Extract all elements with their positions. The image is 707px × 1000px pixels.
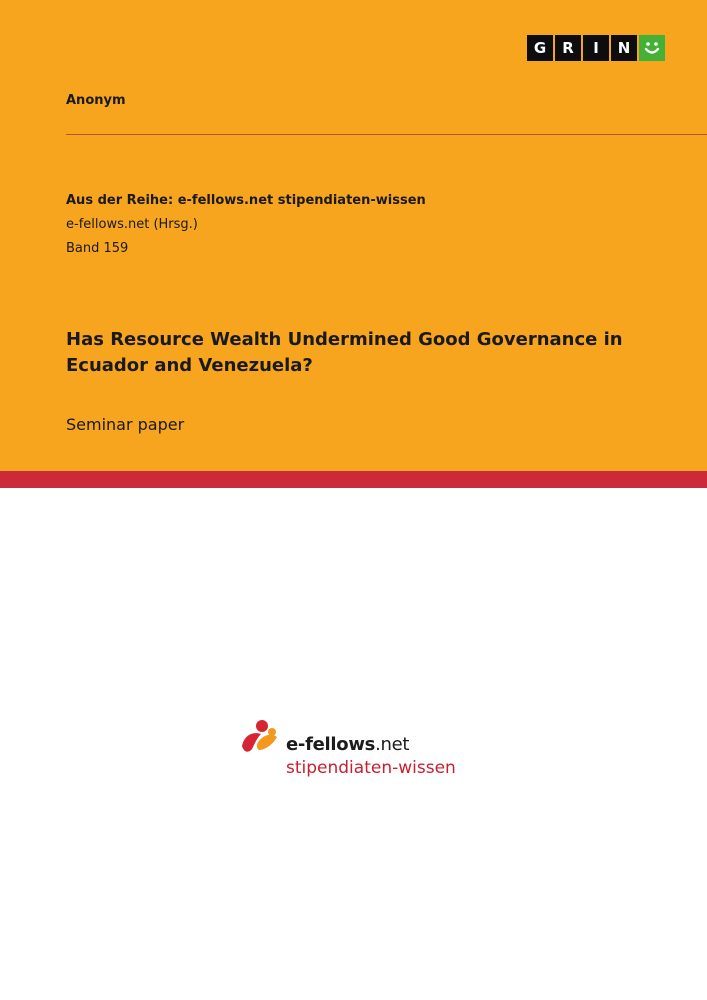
cover-top-panel <box>0 0 707 471</box>
series-volume: Band 159 <box>66 241 129 256</box>
grin-logo <box>527 35 665 61</box>
book-title: Has Resource Wealth Undermined Good Governance in Ecuador and Venezuela? <box>66 329 623 376</box>
e-fellows-mark-icon <box>238 718 280 758</box>
e-fellows-suffix: .net <box>375 734 410 755</box>
smiley-icon <box>639 35 665 61</box>
e-fellows-wordmark <box>286 734 409 755</box>
book-type: Seminar paper <box>66 415 185 434</box>
horizontal-rule <box>66 134 707 135</box>
grin-letter-r: R <box>555 35 581 61</box>
e-fellows-logo <box>238 718 478 780</box>
red-divider-band <box>0 471 707 488</box>
e-fellows-tagline: stipendiaten-wissen <box>286 758 456 778</box>
grin-letter-n: N <box>611 35 637 61</box>
series-editor: e-fellows.net (Hrsg.) <box>66 217 198 232</box>
grin-letter-g: G <box>527 35 553 61</box>
grin-letter-i: I <box>583 35 609 61</box>
e-fellows-name: e-fellows <box>286 734 376 755</box>
series-title: Aus der Reihe: e-fellows.net stipendiaten-wissen <box>66 193 426 208</box>
author-name: Anonym <box>66 93 126 108</box>
